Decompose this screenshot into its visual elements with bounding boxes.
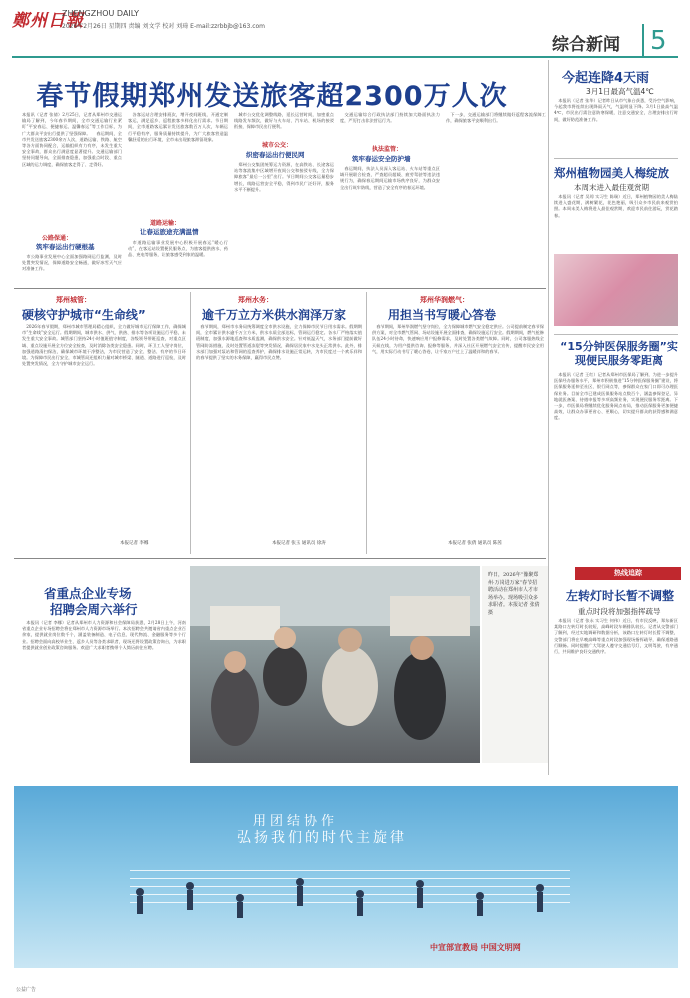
lead-sub3-title: 织密春运出行便民网 (246, 151, 305, 159)
art1-title: 硬核守护城市“生命线” (22, 308, 146, 322)
banner-figures (130, 856, 570, 936)
lead-body-col3b: 郑州公交集团统筹运力资源，在高铁站、长途客运站等客流集中区域增开夜间公交和接驳专线，全力保障旅客“最后一公里”出行。节日期间公交客运量稳步增长，线路运营安全平稳，得到市民广泛好评，服务水平不断提升。 (234, 162, 334, 192)
r2-photo (554, 254, 678, 326)
art2-body: 春节期间，郑州市水务局统筹调度全市供水设施，全力保障市民节日用水需求。假期期间，全市累计供水逾千万立方米，供水水质全部达标，管网运行稳定。各水厂严格落实值班制度，加强水源地巡查和水质监测，确保供水安全。针对低温天气，水务部门提前做好管网防冻措施，及时处置管道冻裂等突发情况，确保居民家中水龙头正常供水。此外，排水部门加强对泵站和管网的巡查养护，确保排水设施正常运转，为市民度过一个欢乐祥和的春节提供了坚实的水务保障，赢得市民点赞。 (196, 324, 362, 361)
art1-body: 2026年春节假期，郑州市城市管理局精心组织，全力做好城市运行保障工作，确保城市“生命线”安全运行。假期期间，城市供水、供气、供热、排水等各项设施运行平稳，未发生重大安全事故。城管部门坚持24小时值班值守制度，各级领导带班巡查，对重点区域、重点设施开展全方位安全检查，及时消除各类安全隐患。同时，环卫工人坚守岗位，加强道路清扫保洁，确保城市环境干净整洁，为市民营造了安全、整洁、有序的节日环境。为保障市民出行安全，市城管局还组织力量对城市桥梁、隧道、道路进行巡检，及时处置突发情况，全力守护城市安全运行。 (22, 324, 186, 367)
r1-title: 今起连降4天雨 (562, 71, 650, 86)
photo-caption: 昨日，2026年“豫聚郑州·万岗进万家”春节招聘活动在郑州市人才市场举办。现场吸引众多求职者。本报记者 张倩 摄 (488, 572, 540, 616)
page-number: 5 (650, 26, 667, 56)
lead-body-col4b: 春运期间，执法人员深入客运站、火车站等重点区域开展联合检查，严查超员超载、疲劳驾驶等违法违规行为，确保春运期间运输市场秩序良好，为群众安全出行筑牢防线，营造了安全有序的春运环境。 (340, 166, 440, 190)
mid-divider-1 (190, 292, 191, 554)
footer-label: 公益广告 (16, 987, 37, 993)
lead-body-col2: 各客运站合理安排班次，增开夜间班线，开通定制客运，满足返乡、返程旅客多样化出行需求。节日期间，全市道路客运累计发送旅客数百万人次，车辆运行平稳有序，服务质量持续提升，为广大旅客营造温馨舒适的出行环境，全市未出现旅客滞留现象。 (128, 112, 228, 142)
r1-divider (554, 158, 678, 159)
art3-body: 春节期间，郑州华润燃气坚守岗位，全力保障城市燃气安全稳定供应。公司提前制定春节保供方案，对全市燃气管网、场站设施开展全面排查，确保设施运行安全。假期期间，燃气抢修队伍24小时待命，快速响应用户报修需求，及时处置各类燃气故障。同时，公司客服热线全天候在线，为用户提供咨询、报修等服务，并深入社区开展燃气安全宣传，提醒市民安全用气，用实际行动书写了暖心答卷，让千家万户过上了温暖祥和的春节。 (372, 324, 544, 354)
lead-sub1-title: 筑牢春运出行硬根基 (36, 243, 95, 251)
masthead-logo: 鄭州日報 (12, 11, 84, 31)
hotline-badge: 热线追踪 (575, 567, 681, 580)
r3-title: “15分钟医保服务圈”实现便民服务零距离 (560, 340, 678, 367)
art1-label: 郑州城管： (56, 296, 91, 304)
art2-label: 郑州水务： (238, 296, 273, 304)
r2-body: 本报讯（记者 吴琼 实习生 陈瑞）近日，郑州植物园的美人梅陆续进入盛花期，满树繁花，花色艳丽，吸引众多市民前来观赏拍照。本周末美人梅将进入最佳观赏期，欢迎市民前往游玩，赏花踏春。 (554, 194, 678, 218)
art3-title: 用担当书写暖心答卷 (388, 308, 497, 322)
lower-top-rule (14, 558, 546, 559)
mid-top-rule (14, 288, 546, 289)
job-title2: 招聘会周六举行 (50, 602, 138, 617)
r4-title: 左转灯时长暂不调整 (566, 589, 675, 603)
photo-caption-box (482, 566, 548, 763)
right-divider (548, 60, 549, 775)
r4-sub: 重点时段将加强指挥疏导 (578, 607, 661, 616)
art1-byline: 本报记者 李娜 (120, 541, 149, 546)
banner-footer: 中宣部宣教局 中国文明网 (430, 943, 521, 952)
banner-title-2: 弘扬我们的时代主旋律 (237, 830, 407, 846)
lead-body-col2b: 市道路运输事业发展中心积极开展春运“暖心行动”，在客运站设置便民服务点，为旅客提供热水、药品、充电等服务，让旅客感受到家的温暖。 (128, 240, 228, 258)
lead-body-col4: 交通运输综合行政执法部门持续加大路面执法力度，严厉打击非法营运行为。 (340, 112, 440, 124)
lead-sub4-label: 执法监管： (372, 146, 403, 153)
lead-sub4-title: 筑牢春运安全防护墙 (352, 155, 411, 163)
masthead-logo-en: ZHENGZHOU DAILY (62, 9, 140, 18)
header-rule (12, 56, 678, 58)
mid-divider-2 (366, 292, 367, 554)
job-title1: 省重点企业专场 (44, 586, 132, 601)
lead-sub2-label: 道路运输： (150, 220, 181, 227)
art3-byline: 本报记者 张倩 通讯员 陈茜 (448, 541, 502, 546)
lead-headline: 春节假期郑州发送旅客超2300万人次 (36, 81, 508, 112)
r3-body: 本报讯（记者 王红）记者从郑州市医保局了解到，为进一步提升医保经办服务水平，郑州市积极推进“15分钟医保服务圈”建设，将医保服务延伸至社区、银行网点等，参保群众在家门口即可办理医保业务。目前全市已建成医保服务站点数百个，涵盖参保登记、异地就医备案、待遇申报等多项高频业务，实现便民服务零距离。下一步，市医保局将继续优化服务网点布局，推动医保服务更加便捷高效，让群众办事更省心、更顺心，切实提升群众的获得感和满意度。 (554, 372, 678, 421)
art3-label: 郑州华润燃气： (420, 296, 469, 304)
art2-byline: 本报记者 张玉 通讯员 徐涛 (272, 541, 326, 546)
r2-divider (554, 334, 678, 335)
news-photo (190, 566, 480, 763)
lead-sub3-label: 城市公交： (262, 142, 293, 149)
lead-body-col5: 下一步，交通运输部门将继续做好返程客流保障工作，确保旅客平安顺利出行。 (446, 112, 546, 124)
masthead-info: 2026年2月26日 星期四 责编 刘文学 校对 刘琦 E-mail:zzrbbjb@163.com (62, 23, 266, 30)
r1-body: 本报讯（记者 张华）记者昨日从市气象台获悉，受冷空气影响，今起我市将连续出现降雨天气，气温明显下降。3月1日最高气温4℃，市民出行需注意防寒保暖，注意交通安全，合理安排出行时间，做好防范准备工作。 (554, 98, 678, 122)
r4-body: 本报讯（记者 张永 实习生 何伟）近日，有市民反映，郑东新区某路口左转灯时长较短，高峰时段车辆排队较长。记者从交警部门了解到，经过实地调研和数据分析，该路口左转灯时长暂不调整，交警部门将在早晚高峰等重点时段加强现场指挥疏导，确保道路通行顺畅。同时提醒广大驾驶人遵守交通信号灯，文明驾驶，有序通行，共同维护良好交通秩序。 (554, 618, 678, 655)
job-body: 本报讯（记者 李娜）记者从郑州市人力资源和社会保障局获悉，2月28日上午，河南省重点企业专场招聘会将在郑州市人力资源市场举行。本次招聘会共邀请省内重点企业百余家，提供就业岗位数千个，涵盖装备制造、电子信息、现代物流、金融服务等多个行业。招聘会面向高校毕业生、返乡人员等各类求职者，现场还将设置政策咨询台，为求职者提供就业创业政策咨询服务。欢迎广大求职者携带个人简历前往应聘。 (22, 620, 186, 650)
section-title: 综合新闻 (552, 35, 620, 55)
lead-body-col1: 本报讯（记者 张倩）2月25日，记者从郑州市交通运输局了解到，今年春节期间，全市交通运输行业紧盯“平安春运、便捷春运、温馨春运”等工作目标，为广大群众平安出行提供了坚强保障。 春运期间，全市共发送旅客2300余万人次，道路运输、铁路、航空等各方面协同配合，运输组织有力有序，未发生重大安全事故，群众出行满意度显著提升。交通运输部门坚持问题导向，全面排查隐患，加强重点时段、重点区域的运力调度，确保旅客走得了、走得好。 (22, 112, 122, 167)
banner-title-1: 用团结协作 (253, 814, 339, 829)
lead-body-col3: 城市公交优化调整线路，延长运营时间，加密重点线路发车频次，做好与火车站、汽车站、机场的接驳衔接，保障市民出行便利。 (234, 112, 334, 130)
lead-sub1-label: 公路保通： (42, 235, 73, 242)
art2-title: 逾千万立方米供水润泽万家 (202, 308, 347, 322)
lead-sub2-title: 让春运旅途充满温情 (140, 228, 199, 236)
r1-sub: 3月1日最高气温4℃ (586, 87, 654, 96)
r2-title: 郑州植物园美人梅绽放 (554, 166, 669, 180)
lead-body-col1b: 市公路事业发展中心全面加强路网运行监测，及时处置突发情况，保障道路安全畅通，做好冰雪天气应对准备工作。 (22, 254, 122, 272)
r2-sub: 本周末进入最佳观赏期 (574, 183, 649, 192)
